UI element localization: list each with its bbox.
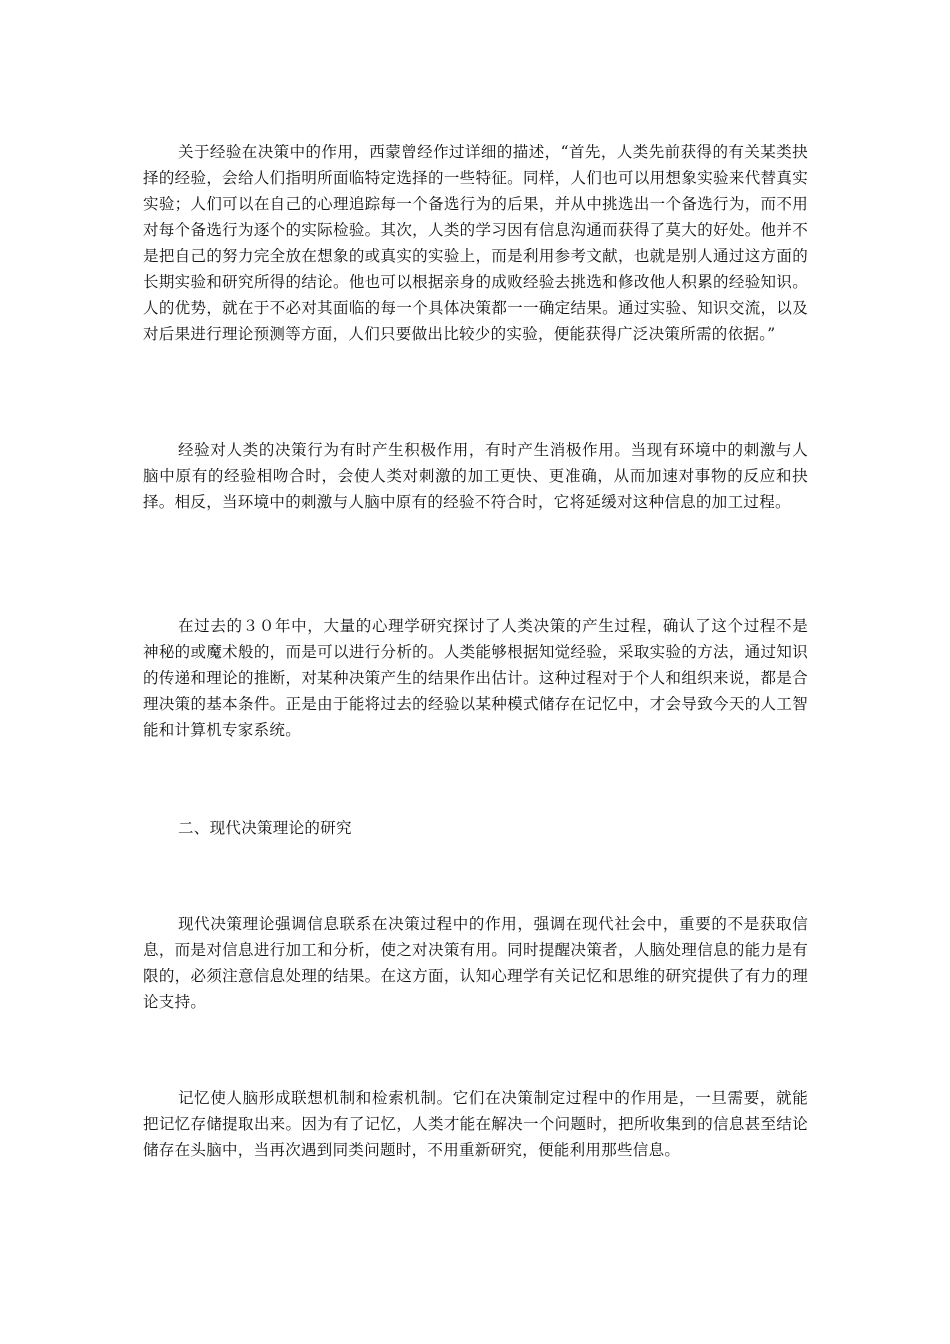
paragraph-thirty-years-research: 在过去的３０年中，大量的心理学研究探讨了人类决策的产生过程，确认了这个过程不是神秘的或魔术般的，而是可以进行分析的。人类能够根据知觉经验，采取实验的方法，通过知识的传递和理论的推断，对某种决策产生的结果作出估计。这种过程对于个人和组织来说，都是合理决策的基本条件。正是由于能将过去的经验以某种模式储存在记忆中，才会导致今天的人工智能和计算机专家系统。	[143, 617, 808, 739]
section-heading: 二、现代决策理论的研究	[178, 819, 352, 837]
paragraph-experience-simon: 关于经验在决策中的作用，西蒙曾经作过详细的描述，“首先，人类先前获得的有关某类抉择的经验，会给人们指明所面临特定选择的一些特征。同样，人们也可以用想象实验来代替真实实验；人们可以在自己的心理追踪每一个备选行为的后果，并从中挑选出一个备选行为，而不用对每个备选行为逐个的实际检验。其次，人类的学习因有信息沟通而获得了莫大的好处。他并不是把自己的努力完全放在想象的或真实的实验上，而是利用参考文献，也就是别人通过这方面的长期实验和研究所得的结论。他也可以根据亲身的成败经验去挑选和修改他人积累的经验知识。人的优势，就在于不必对其面临的每一个具体决策都一一确定结果。通过实验、知识交流，以及对后果进行理论预测等方面，人们只要做出比较少的实验，便能获得广泛决策所需的依据。”	[143, 143, 808, 343]
paragraph-memory-mechanism: 记忆使人脑形成联想机制和检索机制。它们在决策制定过程中的作用是，一旦需要，就能把记忆存储提取出来。因为有了记忆，人类才能在解决一个问题时，把所收集到的信息甚至结论储存在头脑中，当再次遇到同类问题时，不用重新研究，便能利用那些信息。	[143, 1089, 808, 1159]
paragraph-experience-effects: 经验对人类的决策行为有时产生积极作用，有时产生消极作用。当现有环境中的刺激与人脑中原有的经验相吻合时，会使人类对刺激的加工更快、更准确，从而加速对事物的反应和抉择。相反，当环境中的刺激与人脑中原有的经验不符合时，它将延缓对这种信息的加工过程。	[143, 441, 808, 511]
paragraph-modern-decision-theory: 现代决策理论强调信息联系在决策过程中的作用，强调在现代社会中，重要的不是获取信息，而是对信息进行加工和分析，使之对决策有用。同时提醒决策者，人脑处理信息的能力是有限的，必须注意信息处理的结果。在这方面，认知心理学有关记忆和思维的研究提供了有力的理论支持。	[143, 915, 808, 1011]
